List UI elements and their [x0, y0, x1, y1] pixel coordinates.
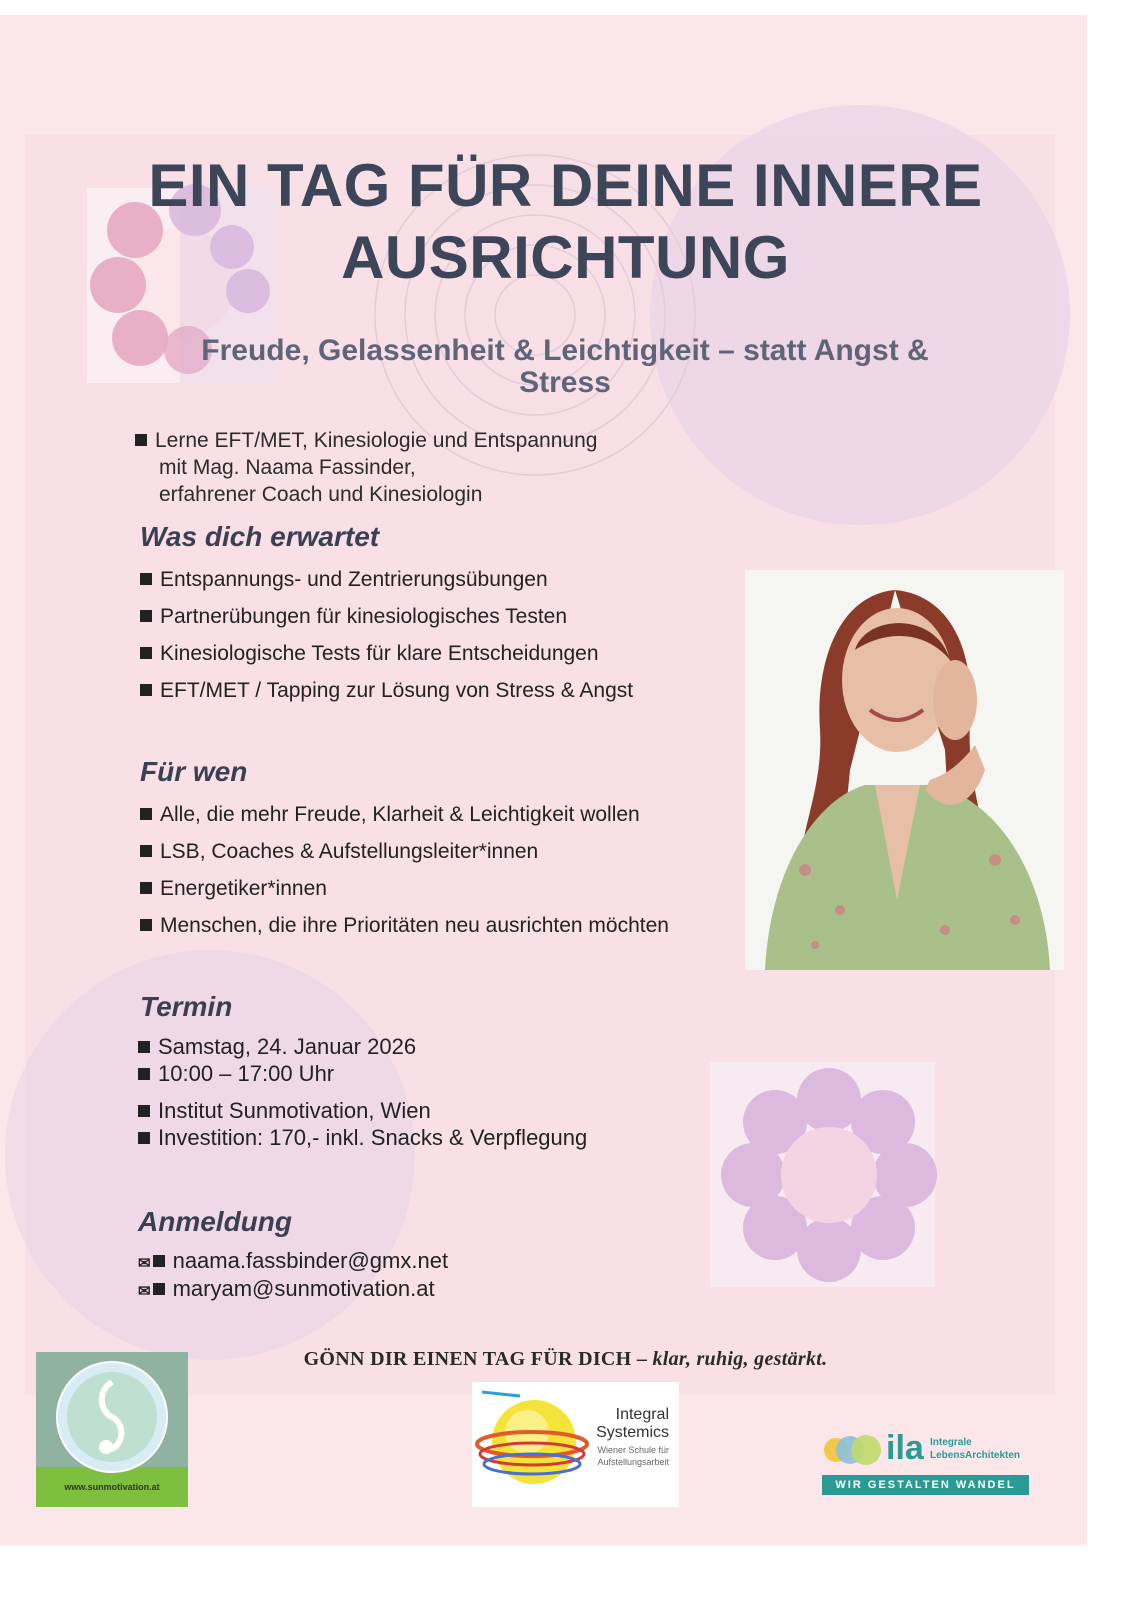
- page-title: [0, 150, 1087, 294]
- title-line-1: EIN TAG FÜR DEINE INNERE: [148, 152, 983, 219]
- list-item: [140, 870, 669, 907]
- ila-slogan-banner: WIR GESTALTEN WANDEL: [822, 1475, 1029, 1495]
- list-item: [140, 672, 633, 709]
- termin-price-text: Investition: 170,- inkl. Snacks & Verpflegung: [158, 1125, 588, 1150]
- termin-date: [138, 1033, 587, 1060]
- list-item-text: LSB, Coaches & Aufstellungsleiter*innen: [160, 840, 539, 863]
- integral-systemics-logo[interactable]: [472, 1382, 679, 1507]
- registration-emails: [138, 1247, 448, 1303]
- envelope-icon: ✉: [138, 1255, 151, 1272]
- bullet-square-icon: [153, 1255, 165, 1267]
- bullet-square-icon: [140, 845, 152, 857]
- bullet-square-icon: [138, 1068, 150, 1080]
- list-item: [140, 635, 633, 672]
- poster: [0, 15, 1087, 1545]
- section-heading-audience: Für wen: [140, 756, 248, 787]
- bullet-square-icon: [135, 434, 147, 446]
- list-item: [140, 796, 669, 833]
- bullet-square-icon: [140, 573, 152, 585]
- integral-sub-line-2: Aufstellungsarbeit: [597, 1457, 669, 1467]
- list-item-text: Kinesiologische Tests für klare Entscheidungen: [160, 642, 599, 665]
- list-item-text: Menschen, die ihre Prioritäten neu ausrichten möchten: [160, 914, 669, 937]
- bullet-square-icon: [153, 1283, 165, 1295]
- integral-name-line-1: Integral: [615, 1406, 669, 1423]
- list-item-text: Energetiker*innen: [160, 877, 327, 900]
- subtitle: [140, 335, 990, 399]
- list-item: [140, 833, 669, 870]
- termin-block: [138, 1033, 587, 1151]
- email-entry: [138, 1275, 448, 1303]
- email-link[interactable]: maryam@sunmotivation.at: [172, 1276, 435, 1301]
- coach-portrait-photo: [745, 570, 1064, 970]
- integral-subtitle: [572, 1444, 669, 1468]
- tagline-lower: klar, ruhig, gestärkt.: [652, 1348, 828, 1370]
- portrait-illustration: [745, 570, 1064, 970]
- sunmotivation-logo[interactable]: [36, 1352, 188, 1507]
- termin-price: [138, 1124, 587, 1151]
- termin-time-text: 10:00 – 17:00 Uhr: [158, 1061, 335, 1086]
- email-link[interactable]: naama.fassbinder@gmx.net: [172, 1248, 449, 1273]
- intro-line-2: mit Mag. Naama Fassinder,: [159, 456, 416, 479]
- termin-location-text: Institut Sunmotivation, Wien: [158, 1098, 431, 1123]
- ila-name-line-2: LebensArchitekten: [930, 1450, 1021, 1461]
- list-item-text: EFT/MET / Tapping zur Lösung von Stress & Angst: [160, 679, 634, 702]
- subtitle-line-2: Stress: [519, 366, 611, 399]
- termin-date-text: Samstag, 24. Januar 2026: [158, 1034, 417, 1059]
- integral-name: [587, 1406, 669, 1442]
- ila-logo[interactable]: [822, 1428, 1049, 1500]
- intro-line-1: Lerne EFT/MET, Kinesiologie und Entspannung: [155, 429, 598, 452]
- bullet-square-icon: [140, 882, 152, 894]
- list-item-text: Entspannungs- und Zentrierungsübungen: [160, 568, 548, 591]
- envelope-icon: ✉: [138, 1283, 151, 1300]
- section-heading-expect: Was dich erwartet: [140, 521, 380, 552]
- bullet-square-icon: [140, 919, 152, 931]
- integral-sub-line-1: Wiener Schule für: [597, 1445, 669, 1455]
- integral-name-line-2: Systemics: [596, 1424, 669, 1441]
- ila-name-line-1: Integrale: [930, 1437, 972, 1448]
- list-item: [140, 598, 633, 635]
- list-item: [140, 561, 633, 598]
- bullet-square-icon: [140, 647, 152, 659]
- tagline-upper: GÖNN DIR EINEN TAG FÜR DICH –: [303, 1348, 648, 1370]
- ila-circles-icon: [822, 1428, 892, 1473]
- list-item: [140, 907, 669, 944]
- bullet-square-icon: [140, 684, 152, 696]
- bullet-square-icon: [140, 610, 152, 622]
- lower-flower-circle-icon: [721, 1068, 937, 1282]
- section-heading-termin: Termin: [140, 991, 233, 1022]
- bullet-square-icon: [138, 1041, 150, 1053]
- subtitle-line-1: Freude, Gelassenheit & Leichtigkeit – statt Angst &: [201, 334, 929, 367]
- bullet-square-icon: [140, 808, 152, 820]
- sunmotivation-url[interactable]: www.sunmotivation.at: [64, 1482, 160, 1492]
- ila-wordmark: ila: [886, 1429, 924, 1467]
- intro-line-3: erfahrener Coach und Kinesiologin: [159, 483, 483, 506]
- bullet-square-icon: [138, 1105, 150, 1117]
- title-line-2: AUSRICHTUNG: [341, 224, 790, 291]
- section-heading-registration: Anmeldung: [138, 1206, 292, 1237]
- expect-list: [140, 561, 633, 709]
- bullet-square-icon: [138, 1132, 150, 1144]
- audience-list: [140, 796, 669, 944]
- email-entry: [138, 1247, 448, 1275]
- termin-time: [138, 1060, 587, 1087]
- ila-name: [930, 1436, 1020, 1462]
- list-item-text: Alle, die mehr Freude, Klarheit & Leichtigkeit wollen: [160, 803, 640, 826]
- list-item-text: Partnerübungen für kinesiologisches Testen: [160, 605, 568, 628]
- intro-block: [135, 427, 597, 508]
- termin-location: [138, 1097, 587, 1124]
